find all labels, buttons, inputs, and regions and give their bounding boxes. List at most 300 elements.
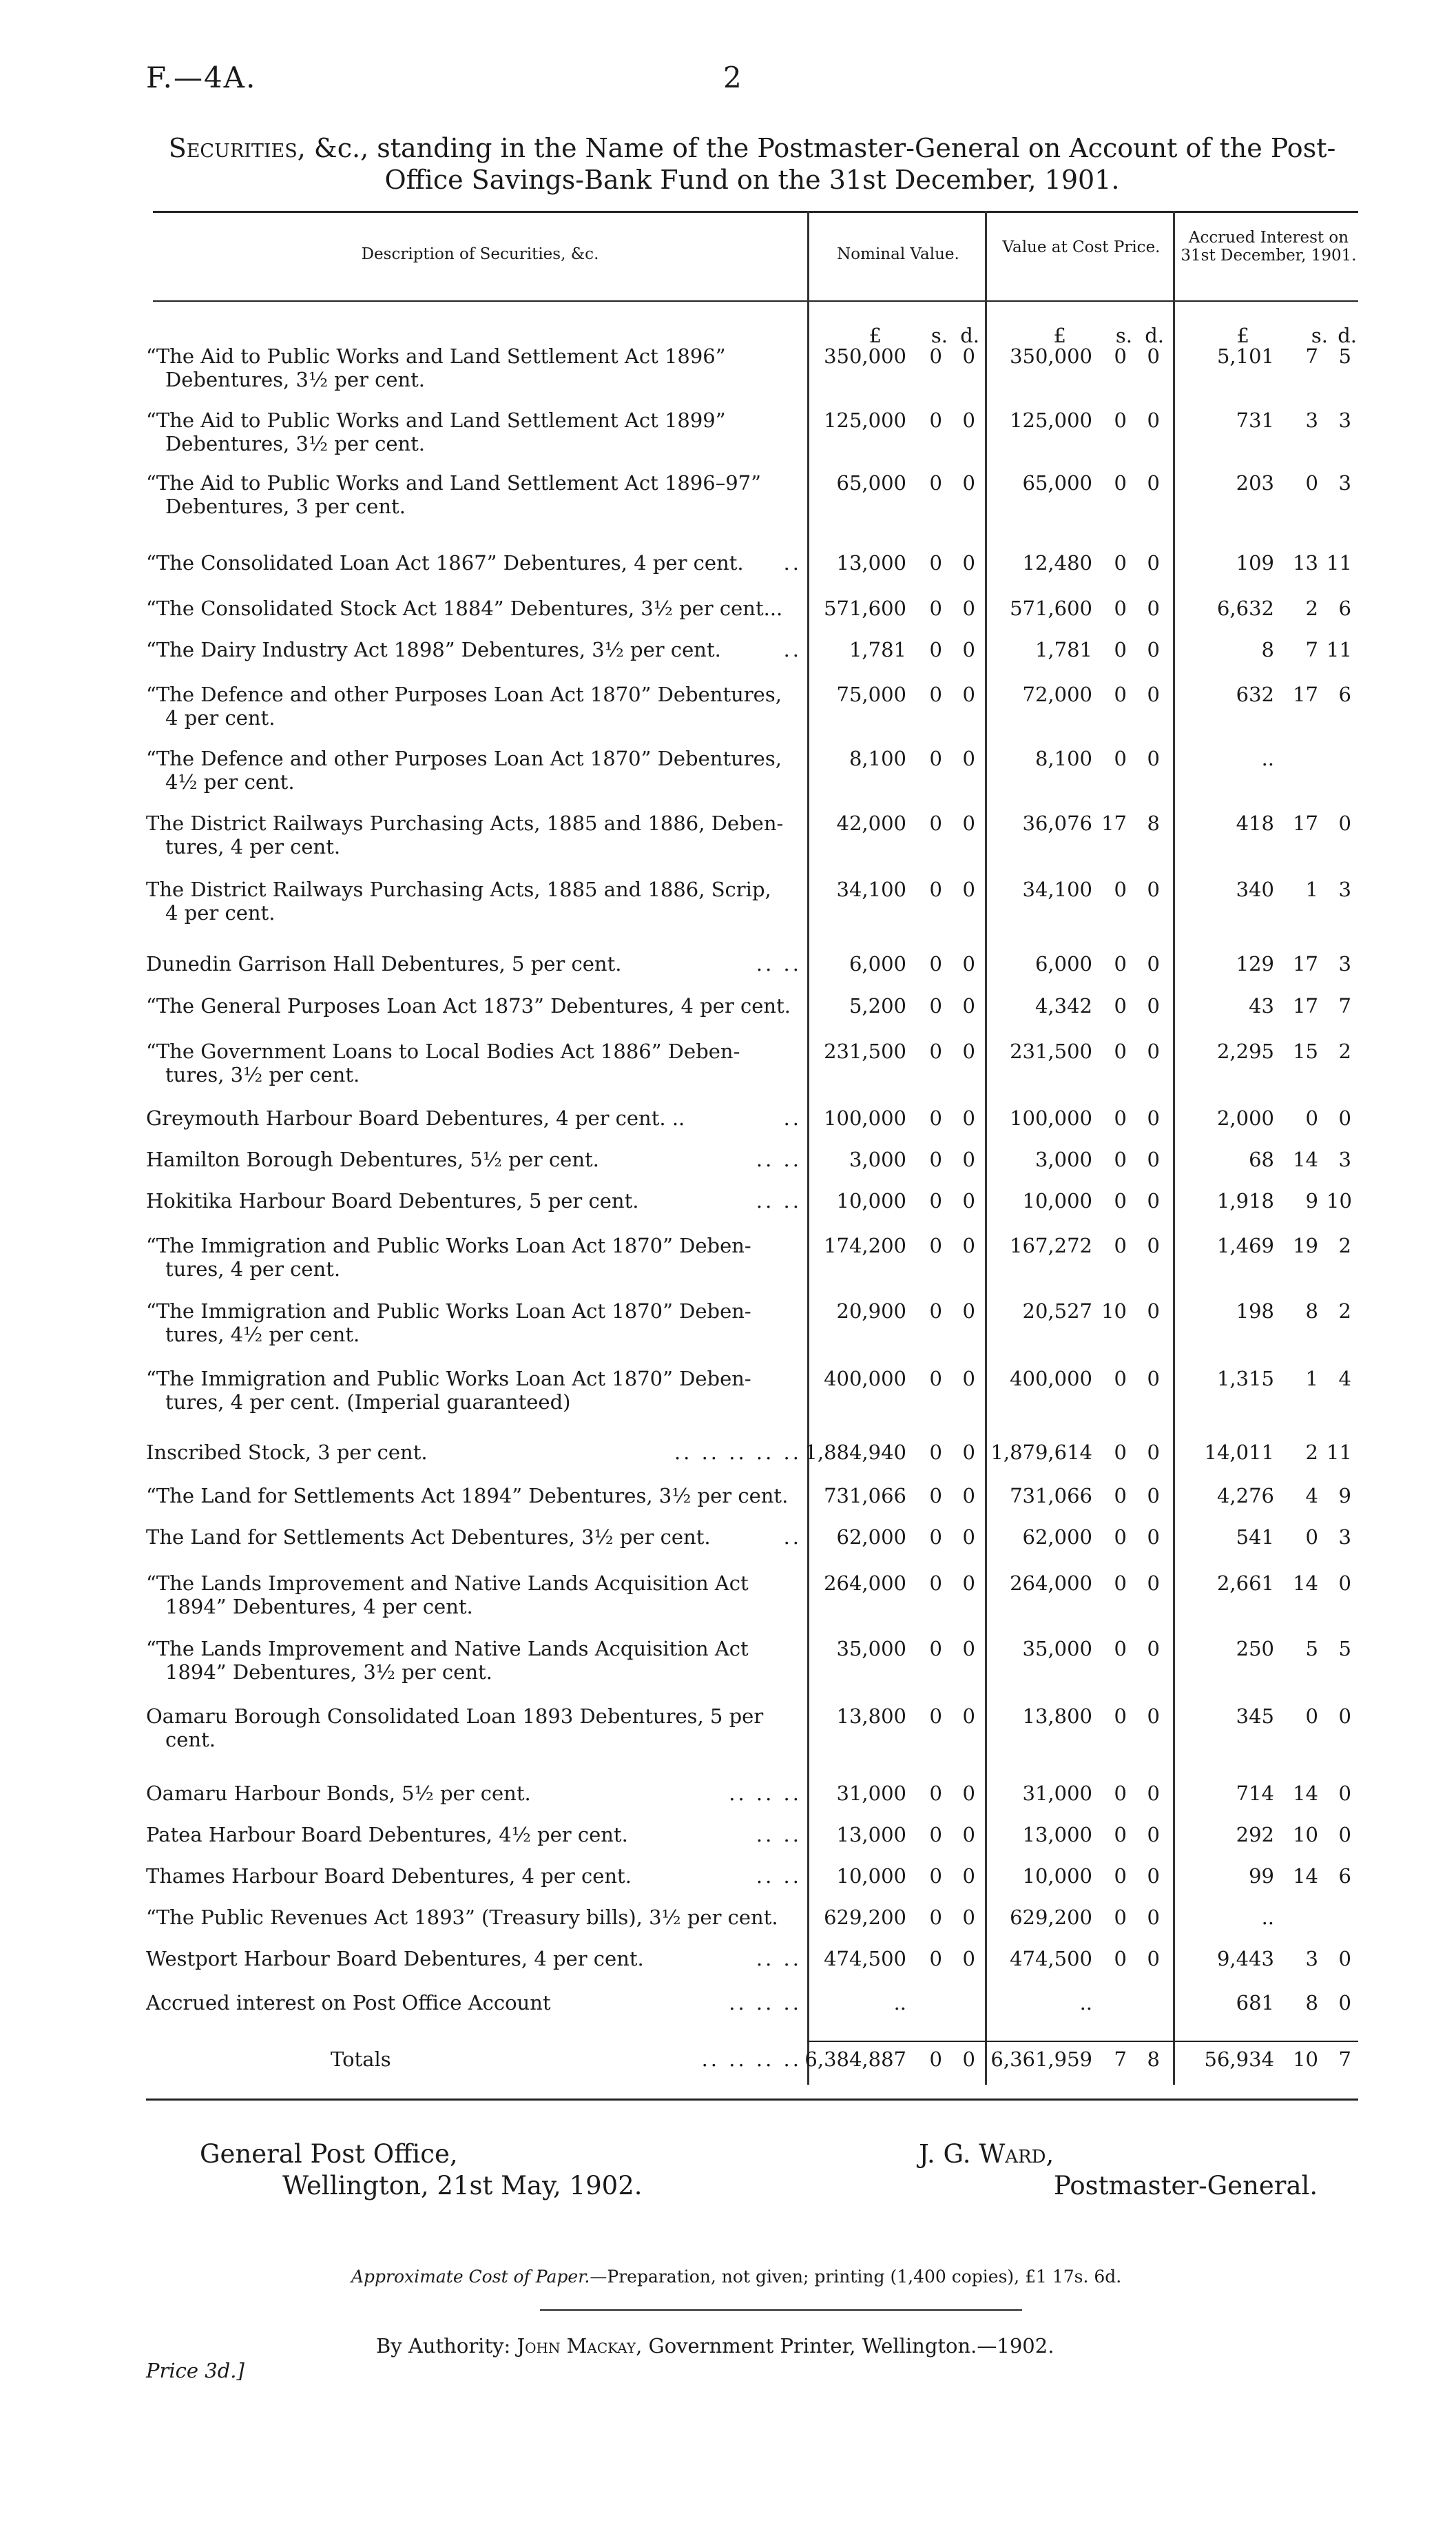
- table-row: [0, 404, 1456, 464]
- cost-pence: 0: [1147, 1571, 1160, 1595]
- cost-shillings: 0: [1114, 1823, 1127, 1846]
- description-line-1: “The Defence and other Purposes Loan Act 1870” Debentures,: [146, 747, 782, 770]
- interest-pence: 0: [1338, 1947, 1351, 1970]
- nominal-shillings: 0: [929, 812, 942, 835]
- cost-shillings: 0: [1114, 1040, 1127, 1063]
- cost-shillings: 0: [1114, 1234, 1127, 1257]
- nominal-pounds: 231,500: [824, 1040, 906, 1063]
- interest-shillings: 8: [1305, 1299, 1318, 1323]
- description-line-1: Inscribed Stock, 3 per cent.: [146, 1441, 428, 1464]
- interest-shillings: 7: [1305, 344, 1318, 368]
- interest-pounds: 681: [1236, 1991, 1274, 2014]
- totals-interest-pence: 7: [1338, 2048, 1351, 2071]
- interest-pence: 6: [1338, 597, 1351, 620]
- cost-pounds: 62,000: [1022, 1525, 1092, 1549]
- cost-pence: 0: [1147, 344, 1160, 368]
- table-row: [0, 1363, 1456, 1422]
- interest-pounds: 2,000: [1216, 1106, 1274, 1130]
- office-line-1: General Post Office,: [200, 2139, 458, 2169]
- nominal-shillings: 0: [929, 1189, 942, 1213]
- nominal-shillings: 0: [929, 1234, 942, 1257]
- nominal-shillings: 0: [929, 1299, 942, 1323]
- nominal-pounds: 62,000: [836, 1525, 906, 1549]
- description-line-1: “The General Purposes Loan Act 1873” Debentures, 4 per cent.: [146, 994, 791, 1018]
- nominal-shillings: 0: [929, 1441, 942, 1464]
- interest-pounds: 250: [1236, 1637, 1274, 1660]
- leader-dots: .. ..: [756, 1148, 802, 1171]
- nominal-pounds: 474,500: [824, 1947, 906, 1970]
- cost-pence: 0: [1147, 1148, 1160, 1171]
- cost-pounds: 3,000: [1034, 1148, 1092, 1171]
- interest-pence: 4: [1338, 1367, 1351, 1390]
- cost-pence: 0: [1147, 597, 1160, 620]
- interest-shillings: 0: [1305, 471, 1318, 495]
- cost-shillings: 0: [1114, 1189, 1127, 1213]
- leader-dots: .. ..: [756, 1864, 802, 1888]
- interest-pence: 3: [1338, 952, 1351, 976]
- title-rest: &c., standing in the Name of the Postmaster-General on Account of the Post-Office Savings-Bank Fund on the 31st December, 1901.: [313, 133, 1336, 195]
- leader-dots: .. .. .. .. ..: [674, 1441, 802, 1464]
- document-title: [146, 132, 1358, 196]
- nominal-shillings: 0: [929, 1947, 942, 1970]
- cost-pounds: 12,480: [1022, 551, 1092, 575]
- nominal-pounds: 20,900: [836, 1299, 906, 1323]
- security-description: [146, 1704, 802, 1751]
- interest-shillings: 1: [1305, 1367, 1318, 1390]
- totals-nominal-pounds: 6,384,887: [804, 2048, 906, 2071]
- nominal-pence: 0: [962, 344, 975, 368]
- interest-pounds: 418: [1236, 812, 1274, 835]
- cost-pounds: 629,200: [1010, 1906, 1092, 1929]
- nominal-pounds: 3,000: [849, 1148, 906, 1171]
- description-line-1: “The Aid to Public Works and Land Settlement Act 1896”: [146, 344, 726, 368]
- nominal-pence: 0: [962, 812, 975, 835]
- leader-dots: ..: [783, 1525, 802, 1549]
- nominal-pence: 0: [962, 597, 975, 620]
- cost-pounds: 731,066: [1010, 1484, 1092, 1507]
- unit-shilling: s.: [1115, 324, 1132, 347]
- signatory-title: Postmaster-General.: [1054, 2171, 1318, 2200]
- cost-pence: 0: [1147, 952, 1160, 976]
- interest-shillings: 0: [1305, 1704, 1318, 1728]
- description-line-1: “The Consolidated Loan Act 1867” Debentures, 4 per cent.: [146, 551, 744, 575]
- cost-shillings: 0: [1114, 1525, 1127, 1549]
- table-row: [0, 1987, 1456, 2046]
- totals-nominal-pence: 0: [962, 2048, 975, 2071]
- description-line-1: “The Dairy Industry Act 1898” Debentures, 3½ per cent.: [146, 638, 721, 661]
- table-row: [0, 340, 1456, 400]
- totals-cost-pence: 8: [1147, 2048, 1160, 2071]
- security-description: [146, 1947, 802, 1970]
- cost-pounds: 36,076: [1022, 812, 1092, 835]
- security-description: [146, 1299, 802, 1346]
- security-description: [146, 344, 802, 391]
- interest-pounds: 340: [1236, 878, 1274, 901]
- nominal-pounds: 13,000: [836, 1823, 906, 1846]
- table-bottom-rule: [146, 2099, 1358, 2101]
- interest-pounds: ..: [1261, 747, 1274, 770]
- nominal-shillings: 0: [929, 344, 942, 368]
- cost-pounds: 100,000: [1010, 1106, 1092, 1130]
- nominal-pounds: 571,600: [824, 597, 906, 620]
- interest-pounds: 109: [1236, 551, 1274, 575]
- nominal-pence: 0: [962, 994, 975, 1018]
- interest-pence: 3: [1338, 471, 1351, 495]
- description-line-2: 4½ per cent.: [165, 770, 295, 794]
- nominal-pounds: 125,000: [824, 409, 906, 432]
- signatory-name: J. G. Ward,: [919, 2139, 1054, 2169]
- printer-name: John Mackay,: [517, 2334, 643, 2358]
- leader-dots: .. .. .. ..: [701, 2048, 802, 2071]
- nominal-pounds: 1,884,940: [804, 1441, 906, 1464]
- interest-shillings: 3: [1305, 1947, 1318, 1970]
- table-row: [0, 1035, 1456, 1095]
- leader-dots: .. ..: [756, 1947, 802, 1970]
- nominal-shillings: 0: [929, 1704, 942, 1728]
- cost-shillings: 17: [1101, 812, 1127, 835]
- leader-dots: .. .. ..: [729, 1782, 802, 1805]
- interest-pounds: 2,661: [1216, 1571, 1274, 1595]
- unit-pound: £: [1053, 324, 1066, 347]
- nominal-pence: 0: [962, 1189, 975, 1213]
- description-line-2: cent.: [165, 1728, 216, 1751]
- description-line-1: The District Railways Purchasing Acts, 1885 and 1886, Scrip,: [146, 878, 771, 901]
- cost-pence: 0: [1147, 1906, 1160, 1929]
- nominal-pounds: 31,000: [836, 1782, 906, 1805]
- security-description: [146, 1823, 802, 1846]
- description-line-2: tures, 4½ per cent.: [165, 1323, 360, 1346]
- interest-pounds: 6,632: [1216, 597, 1274, 620]
- interest-shillings: 14: [1293, 1782, 1318, 1805]
- nominal-pence: 0: [962, 1571, 975, 1595]
- nominal-pounds: 65,000: [836, 471, 906, 495]
- interest-shillings: 17: [1293, 812, 1318, 835]
- interest-pence: 0: [1338, 1704, 1351, 1728]
- security-description: [146, 1148, 802, 1171]
- nominal-shillings: 0: [929, 1864, 942, 1888]
- nominal-pence: 0: [962, 1637, 975, 1660]
- description-line-1: Oamaru Borough Consolidated Loan 1893 Debentures, 5 per: [146, 1704, 764, 1728]
- totals-label: Totals: [331, 2048, 391, 2071]
- table-row: [0, 874, 1456, 933]
- nominal-shillings: 0: [929, 994, 942, 1018]
- nominal-pence: 0: [962, 551, 975, 575]
- column-header-description: Description of Securities, &c.: [361, 245, 599, 263]
- table-row: [0, 807, 1456, 867]
- nominal-shillings: 0: [929, 1148, 942, 1171]
- nominal-pence: 0: [962, 1299, 975, 1323]
- description-line-2: Debentures, 3 per cent.: [165, 495, 406, 518]
- cost-shillings: 0: [1114, 344, 1127, 368]
- title-lead: Securities,: [168, 133, 306, 163]
- table-row: [0, 1633, 1456, 1692]
- cost-pence: 0: [1147, 1704, 1160, 1728]
- totals-interest-shillings: 10: [1293, 2048, 1318, 2071]
- paper-cost-note: [351, 2267, 1121, 2287]
- totals-nominal-shillings: 0: [929, 2048, 942, 2071]
- interest-pounds: 632: [1236, 683, 1274, 706]
- interest-shillings: 14: [1293, 1148, 1318, 1171]
- cost-shillings: 0: [1114, 1864, 1127, 1888]
- leader-dots: ..: [783, 551, 802, 575]
- nominal-pounds: 13,800: [836, 1704, 906, 1728]
- nominal-shillings: 0: [929, 747, 942, 770]
- interest-pounds: 14,011: [1204, 1441, 1274, 1464]
- cost-pounds: 10,000: [1022, 1189, 1092, 1213]
- interest-shillings: 17: [1293, 952, 1318, 976]
- security-description: [146, 1864, 802, 1888]
- interest-pounds: 1,918: [1216, 1189, 1274, 1213]
- interest-pence: 6: [1338, 1864, 1351, 1888]
- security-description: [146, 551, 802, 575]
- description-line-2: Debentures, 3½ per cent.: [165, 368, 426, 391]
- leader-dots: .. ..: [756, 952, 802, 976]
- paper-cost-text: —Preparation, not given; printing (1,400 copies), £1 17s. 6d.: [590, 2267, 1122, 2287]
- interest-shillings: 2: [1305, 597, 1318, 620]
- leader-dots: .. ..: [756, 1189, 802, 1213]
- interest-pence: 2: [1338, 1234, 1351, 1257]
- nominal-pounds: 731,066: [824, 1484, 906, 1507]
- nominal-pounds: 6,000: [849, 952, 906, 976]
- security-description: [146, 1525, 802, 1549]
- interest-shillings: 9: [1305, 1189, 1318, 1213]
- nominal-shillings: 0: [929, 551, 942, 575]
- nominal-pounds: 629,200: [824, 1906, 906, 1929]
- unit-pound: £: [1236, 324, 1249, 347]
- cost-pence: 0: [1147, 1525, 1160, 1549]
- interest-shillings: 10: [1293, 1823, 1318, 1846]
- nominal-shillings: 0: [929, 1484, 942, 1507]
- nominal-shillings: 0: [929, 409, 942, 432]
- interest-pence: 0: [1338, 1571, 1351, 1595]
- nominal-pence: 0: [962, 1441, 975, 1464]
- cost-pounds: 72,000: [1022, 683, 1092, 706]
- description-line-2: 1894” Debentures, 3½ per cent.: [165, 1660, 492, 1684]
- security-description: [146, 1991, 802, 2014]
- security-description: [146, 1571, 802, 1618]
- nominal-pence: 0: [962, 1906, 975, 1929]
- nominal-pounds: 42,000: [836, 812, 906, 835]
- description-line-1: Hokitika Harbour Board Debentures, 5 per cent.: [146, 1189, 639, 1213]
- interest-shillings: 7: [1305, 638, 1318, 661]
- cost-pence: 0: [1147, 1367, 1160, 1390]
- cost-pence: 0: [1147, 1637, 1160, 1660]
- security-description: [146, 1106, 802, 1130]
- interest-pence: 5: [1338, 344, 1351, 368]
- cost-pounds: 6,000: [1034, 952, 1092, 976]
- cost-shillings: 0: [1114, 471, 1127, 495]
- cost-shillings: 0: [1114, 1704, 1127, 1728]
- nominal-pence: 0: [962, 1823, 975, 1846]
- security-description: [146, 747, 802, 794]
- totals-top-rule: [807, 2041, 1358, 2042]
- security-description: [146, 471, 802, 518]
- cost-pence: 0: [1147, 1040, 1160, 1063]
- cost-pounds: 10,000: [1022, 1864, 1092, 1888]
- nominal-pence: 0: [962, 1234, 975, 1257]
- description-line-1: “The Aid to Public Works and Land Settlement Act 1896–97”: [146, 471, 761, 495]
- nominal-shillings: 0: [929, 683, 942, 706]
- security-description: [146, 683, 802, 730]
- interest-shillings: 17: [1293, 994, 1318, 1018]
- security-description: [146, 1484, 802, 1507]
- cost-pence: 0: [1147, 1299, 1160, 1323]
- price: Price 3d.]: [146, 2359, 245, 2382]
- interest-shillings: 0: [1305, 1106, 1318, 1130]
- description-line-2: tures, 4 per cent.: [165, 835, 341, 858]
- nominal-pence: 0: [962, 1864, 975, 1888]
- interest-pounds: 43: [1249, 994, 1274, 1018]
- table-row: [0, 679, 1456, 738]
- cost-shillings: 0: [1114, 994, 1127, 1018]
- interest-pounds: 198: [1236, 1299, 1274, 1323]
- description-line-1: “The Immigration and Public Works Loan Act 1870” Deben-: [146, 1367, 751, 1390]
- table-row: [0, 1230, 1456, 1289]
- nominal-shillings: 0: [929, 471, 942, 495]
- cost-shillings: 0: [1114, 1947, 1127, 1970]
- nominal-shillings: 0: [929, 597, 942, 620]
- cost-pounds: 8,100: [1034, 747, 1092, 770]
- nominal-pounds: 8,100: [849, 747, 906, 770]
- description-line-1: Accrued interest on Post Office Account: [146, 1991, 551, 2014]
- nominal-shillings: 0: [929, 1525, 942, 1549]
- security-description: [146, 1906, 802, 1929]
- table-top-rule: [153, 211, 1358, 213]
- description-line-1: “The Lands Improvement and Native Lands Acquisition Act: [146, 1637, 749, 1660]
- nominal-shillings: 0: [929, 1823, 942, 1846]
- cost-shillings: 0: [1114, 1637, 1127, 1660]
- description-line-2: 1894” Debentures, 4 per cent.: [165, 1595, 473, 1618]
- cost-pence: 0: [1147, 409, 1160, 432]
- cost-shillings: 0: [1114, 1148, 1127, 1171]
- interest-pounds: 129: [1236, 952, 1274, 976]
- imprint-lead: By Authority:: [376, 2334, 511, 2358]
- security-description: [146, 994, 802, 1018]
- cost-pounds: 20,527: [1022, 1299, 1092, 1323]
- cost-shillings: 10: [1101, 1299, 1127, 1323]
- nominal-pounds: 264,000: [824, 1571, 906, 1595]
- nominal-pounds: 35,000: [836, 1637, 906, 1660]
- description-line-1: “The Land for Settlements Act 1894” Debentures, 3½ per cent.: [146, 1484, 789, 1507]
- cost-pence: 0: [1147, 1441, 1160, 1464]
- interest-pounds: 541: [1236, 1525, 1274, 1549]
- cost-pence: 0: [1147, 1484, 1160, 1507]
- unit-shilling: s.: [1311, 324, 1328, 347]
- interest-pence: 11: [1327, 638, 1352, 661]
- description-line-1: Oamaru Harbour Bonds, 5½ per cent.: [146, 1782, 531, 1805]
- nominal-pounds: 174,200: [824, 1234, 906, 1257]
- nominal-pounds: ..: [893, 1991, 906, 2014]
- cost-pounds: 400,000: [1010, 1367, 1092, 1390]
- description-line-1: “The Lands Improvement and Native Lands Acquisition Act: [146, 1571, 749, 1595]
- interest-shillings: 14: [1293, 1571, 1318, 1595]
- security-description: [146, 1441, 802, 1464]
- nominal-shillings: 0: [929, 638, 942, 661]
- cost-pounds: 231,500: [1010, 1040, 1092, 1063]
- interest-shillings: 13: [1293, 551, 1318, 575]
- interest-pence: 3: [1338, 409, 1351, 432]
- interest-pence: 0: [1338, 1991, 1351, 2014]
- security-description: [146, 878, 802, 925]
- cost-pence: 0: [1147, 1234, 1160, 1257]
- cost-pence: 0: [1147, 471, 1160, 495]
- security-description: [146, 638, 802, 661]
- nominal-pounds: 10,000: [836, 1864, 906, 1888]
- totals-row: [0, 2043, 1456, 2103]
- nominal-shillings: 0: [929, 1106, 942, 1130]
- description-line-1: Patea Harbour Board Debentures, 4½ per cent.: [146, 1823, 628, 1846]
- column-header-interest: Accrued Interest on 31st December, 1901.: [1181, 229, 1357, 265]
- interest-pounds: 4,276: [1216, 1484, 1274, 1507]
- cost-pence: 0: [1147, 551, 1160, 575]
- interest-pence: 3: [1338, 1525, 1351, 1549]
- interest-pounds: 8: [1261, 638, 1274, 661]
- interest-pence: 2: [1338, 1299, 1351, 1323]
- description-line-1: “The Defence and other Purposes Loan Act 1870” Debentures,: [146, 683, 782, 706]
- office-line-2: Wellington, 21st May, 1902.: [282, 2171, 643, 2200]
- page-number: 2: [723, 61, 742, 94]
- cost-pence: 0: [1147, 1782, 1160, 1805]
- cost-pounds: 13,000: [1022, 1823, 1092, 1846]
- interest-pence: 5: [1338, 1637, 1351, 1660]
- cost-pence: 0: [1147, 1106, 1160, 1130]
- security-description: [146, 812, 802, 858]
- interest-pounds: 714: [1236, 1782, 1274, 1805]
- imprint-rule: [540, 2309, 1022, 2311]
- interest-pence: 0: [1338, 1823, 1351, 1846]
- nominal-pence: 0: [962, 471, 975, 495]
- cost-pounds: 1,781: [1034, 638, 1092, 661]
- nominal-pence: 0: [962, 1040, 975, 1063]
- interest-shillings: 0: [1305, 1525, 1318, 1549]
- cost-pence: 0: [1147, 878, 1160, 901]
- nominal-pence: 0: [962, 1367, 975, 1390]
- interest-shillings: 15: [1293, 1040, 1318, 1063]
- nominal-shillings: 0: [929, 1571, 942, 1595]
- cost-shillings: 0: [1114, 409, 1127, 432]
- interest-pounds: 203: [1236, 471, 1274, 495]
- nominal-pence: 0: [962, 747, 975, 770]
- description-line-1: Thames Harbour Board Debentures, 4 per cent.: [146, 1864, 632, 1888]
- interest-shillings: 3: [1305, 409, 1318, 432]
- cost-pounds: 31,000: [1022, 1782, 1092, 1805]
- nominal-pence: 0: [962, 1525, 975, 1549]
- nominal-pence: 0: [962, 1947, 975, 1970]
- imprint-rest: Government Printer, Wellington.—1902.: [648, 2334, 1054, 2358]
- totals-cost-pounds: 6,361,959: [990, 2048, 1092, 2071]
- security-description: [146, 1637, 802, 1684]
- cost-pence: 0: [1147, 1947, 1160, 1970]
- interest-pence: 0: [1338, 1782, 1351, 1805]
- interest-shillings: 19: [1293, 1234, 1318, 1257]
- interest-pounds: 99: [1249, 1864, 1274, 1888]
- description-line-2: Debentures, 3½ per cent.: [165, 432, 426, 455]
- interest-pounds: 68: [1249, 1148, 1274, 1171]
- nominal-shillings: 0: [929, 1782, 942, 1805]
- description-line-1: “The Consolidated Stock Act 1884” Debentures, 3½ per cent...: [146, 597, 783, 620]
- interest-pence: 7: [1338, 994, 1351, 1018]
- nominal-pounds: 13,000: [836, 551, 906, 575]
- nominal-pence: 0: [962, 952, 975, 976]
- nominal-pence: 0: [962, 638, 975, 661]
- security-description: [146, 1040, 802, 1086]
- security-description: [146, 409, 802, 455]
- description-line-2: tures, 3½ per cent.: [165, 1063, 360, 1086]
- cost-shillings: 0: [1114, 1441, 1127, 1464]
- nominal-pence: 0: [962, 878, 975, 901]
- paper-cost-label: Approximate Cost of Paper.: [351, 2267, 590, 2287]
- nominal-pounds: 34,100: [836, 878, 906, 901]
